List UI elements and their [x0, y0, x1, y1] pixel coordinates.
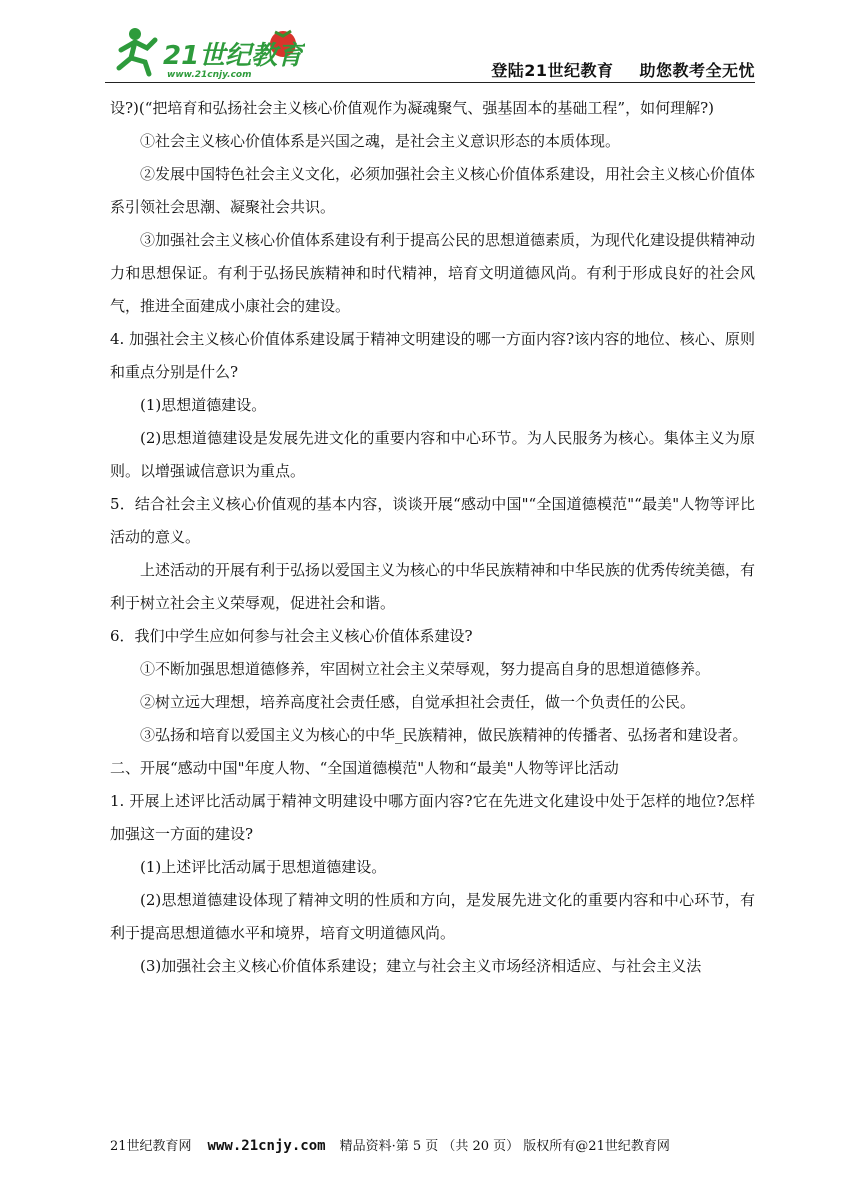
paragraph: (2)思想道德建设体现了精神文明的性质和方向，是发展先进文化的重要内容和中心环节，有利于提高思想道德水平和境界，培育文明道德风尚。: [110, 891, 755, 942]
paragraph: ①社会主义核心价值体系是兴国之魂，是社会主义意识形态的本质体现。: [140, 132, 621, 150]
footer-page-info: 精品资料·第 5 页 （共 20 页） 版权所有@21世纪教育网: [339, 1139, 670, 1154]
paragraph: 6．我们中学生应如何参与社会主义核心价值体系建设?: [110, 627, 473, 645]
paragraph: ②发展中国特色社会主义文化，必须加强社会主义核心价值体系建设，用社会主义核心价值体系引领社会思潮、凝聚社会共识。: [110, 165, 756, 216]
page-footer: [110, 1135, 760, 1154]
paragraph: 1. 开展上述评比活动属于精神文明建设中哪方面内容?它在先进文化建设中处于怎样的地位?怎样加强这一方面的建设?: [110, 792, 755, 843]
paragraph: ①不断加强思想道德修养，牢固树立社会主义荣辱观，努力提高自身的思想道德修养。: [140, 660, 711, 678]
document-body: [110, 92, 755, 983]
slogan-left: 登陆21世纪教育: [491, 61, 614, 80]
slogan-right: 助您教考全无忧: [639, 61, 755, 80]
paragraph: 二、开展“感动中国"年度人物、“全国道德模范"人物和“最美"人物等评比活动: [110, 759, 619, 777]
paragraph: 5．结合社会主义核心价值观的基本内容，谈谈开展“感动中国"“全国道德模范"“最美"人物等评比活动的意义。: [110, 495, 755, 546]
paragraph: ③加强社会主义核心价值体系建设有利于提高公民的思想道德素质，为现代化建设提供精神动力和思想保证。有利于弘扬民族精神和时代精神，培育文明道德风尚。有利于形成良好的社会风气，推进全面建成小康社会的建设。: [110, 231, 756, 315]
paragraph: 4. 加强社会主义核心价值体系建设属于精神文明建设的哪一方面内容?该内容的地位、核心、原则和重点分别是什么?: [110, 330, 755, 381]
paragraph: ②树立远大理想，培养高度社会责任感，自觉承担社会责任，做一个负责任的公民。: [140, 693, 696, 711]
header-divider: [105, 82, 755, 83]
paragraph: 设?)(“把培育和弘扬社会主义核心价值观作为凝魂聚气、强基固本的基础工程”，如何理解?): [110, 99, 714, 117]
page-header: [105, 22, 755, 82]
paragraph: (2)思想道德建设是发展先进文化的重要内容和中心环节。为人民服务为核心。集体主义为原则。以增强诚信意识为重点。: [110, 429, 755, 480]
paragraph: ③弘扬和培育以爱国主义为核心的中华_民族精神，做民族精神的传播者、弘扬者和建设者。: [140, 726, 748, 744]
paragraph: (3)加强社会主义核心价值体系建设；建立与社会主义市场经济相适应、与社会主义法: [140, 957, 702, 975]
site-logo: [105, 22, 305, 80]
svg-text:21世纪教育: 21世纪教育: [163, 41, 304, 71]
footer-site: 21世纪教育网: [110, 1139, 192, 1154]
paragraph: 上述活动的开展有利于弘扬以爱国主义为核心的中华民族精神和中华民族的优秀传统美德，有利于树立社会主义荣辱观，促进社会和谐。: [110, 561, 756, 612]
svg-text:www.21cnjy.com: www.21cnjy.com: [167, 70, 252, 80]
paragraph: (1)思想道德建设。: [140, 396, 267, 414]
paragraph: (1)上述评比活动属于思想道德建设。: [140, 858, 387, 876]
footer-url[interactable]: www.21cnjy.com: [207, 1138, 326, 1154]
header-slogan: [491, 58, 755, 81]
